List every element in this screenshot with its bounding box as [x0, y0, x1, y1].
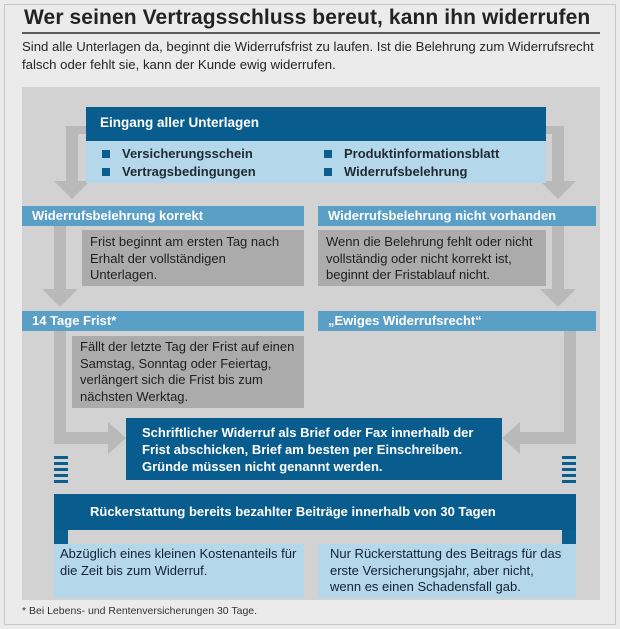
instruction-correct-text: Frist beginnt am ersten Tag nach Erhalt der vollständigen Unterlagen.	[82, 230, 304, 286]
refund-heading: Rückerstattung bereits bezahlter Beiträge innerhalb von 30 Tagen	[90, 504, 496, 519]
doc-item: Widerrufsbelehrung	[344, 164, 468, 179]
infographic-title: Wer seinen Vertragsschluss bereut, kann ihn widerrufen	[24, 6, 591, 29]
deadline-extension-text: Fällt der letzte Tag der Frist auf einen Samstag, Sonntag oder Feiertag, verlängert sich die Frist bis zum nächsten Werktag.	[72, 336, 304, 408]
doc-item: Produktinformationsblatt	[344, 146, 500, 161]
footnote: * Bei Lebens- und Rentenversicherungen 30 Tage.	[22, 605, 258, 617]
doc-item: Vertragsbedingungen	[122, 164, 256, 179]
bullet-icon	[324, 168, 332, 176]
intro-text: Sind alle Unterlagen da, beginnt die Widerrufsfrist zu laufen. Ist die Belehrung zum Widerrufsrecht falsch oder fehlt sie, kann der Kunde ewig widerrufen.	[22, 39, 594, 72]
instruction-missing-heading: Widerrufsbelehrung nicht vorhanden	[318, 206, 596, 226]
doc-item: Versicherungsschein	[122, 146, 253, 161]
instruction-missing-text: Wenn die Belehrung fehlt oder nicht vollständig oder nicht korrekt ist, beginnt der Fristablauf nicht.	[318, 230, 546, 286]
fourteen-day-period-heading: 14 Tage Frist*	[22, 311, 304, 331]
written-withdrawal-box: Schriftlicher Widerruf als Brief oder Fax innerhalb der Frist abschicken, Brief am besten per Einschreiben. Gründe müssen nicht genannt werden.	[126, 418, 502, 480]
arrow-right-into-withdrawal	[502, 330, 576, 454]
arrow-left-down-1	[54, 116, 90, 199]
bullet-icon	[102, 168, 110, 176]
bullet-icon	[102, 150, 110, 158]
documents-received-heading: Eingang aller Unterlagen	[100, 115, 260, 130]
refund-missing-text: Nur Rückerstattung des Beitrags für das erste Versicherungsjahr, aber nicht, wenn es einen Schadensfall gab.	[318, 544, 576, 598]
refund-box	[54, 494, 576, 530]
refund-correct-text: Abzüglich eines kleinen Kostenanteils für die Zeit bis zum Widerruf.	[54, 544, 304, 598]
bullet-icon	[324, 150, 332, 158]
instruction-correct-heading: Widerrufsbelehrung korrekt	[22, 206, 304, 226]
document-list	[86, 141, 546, 183]
eternal-right-heading: „Ewiges Widerrufsrecht“	[318, 311, 596, 331]
arrow-left-down-2	[42, 225, 78, 307]
documents-received-box	[86, 107, 546, 141]
